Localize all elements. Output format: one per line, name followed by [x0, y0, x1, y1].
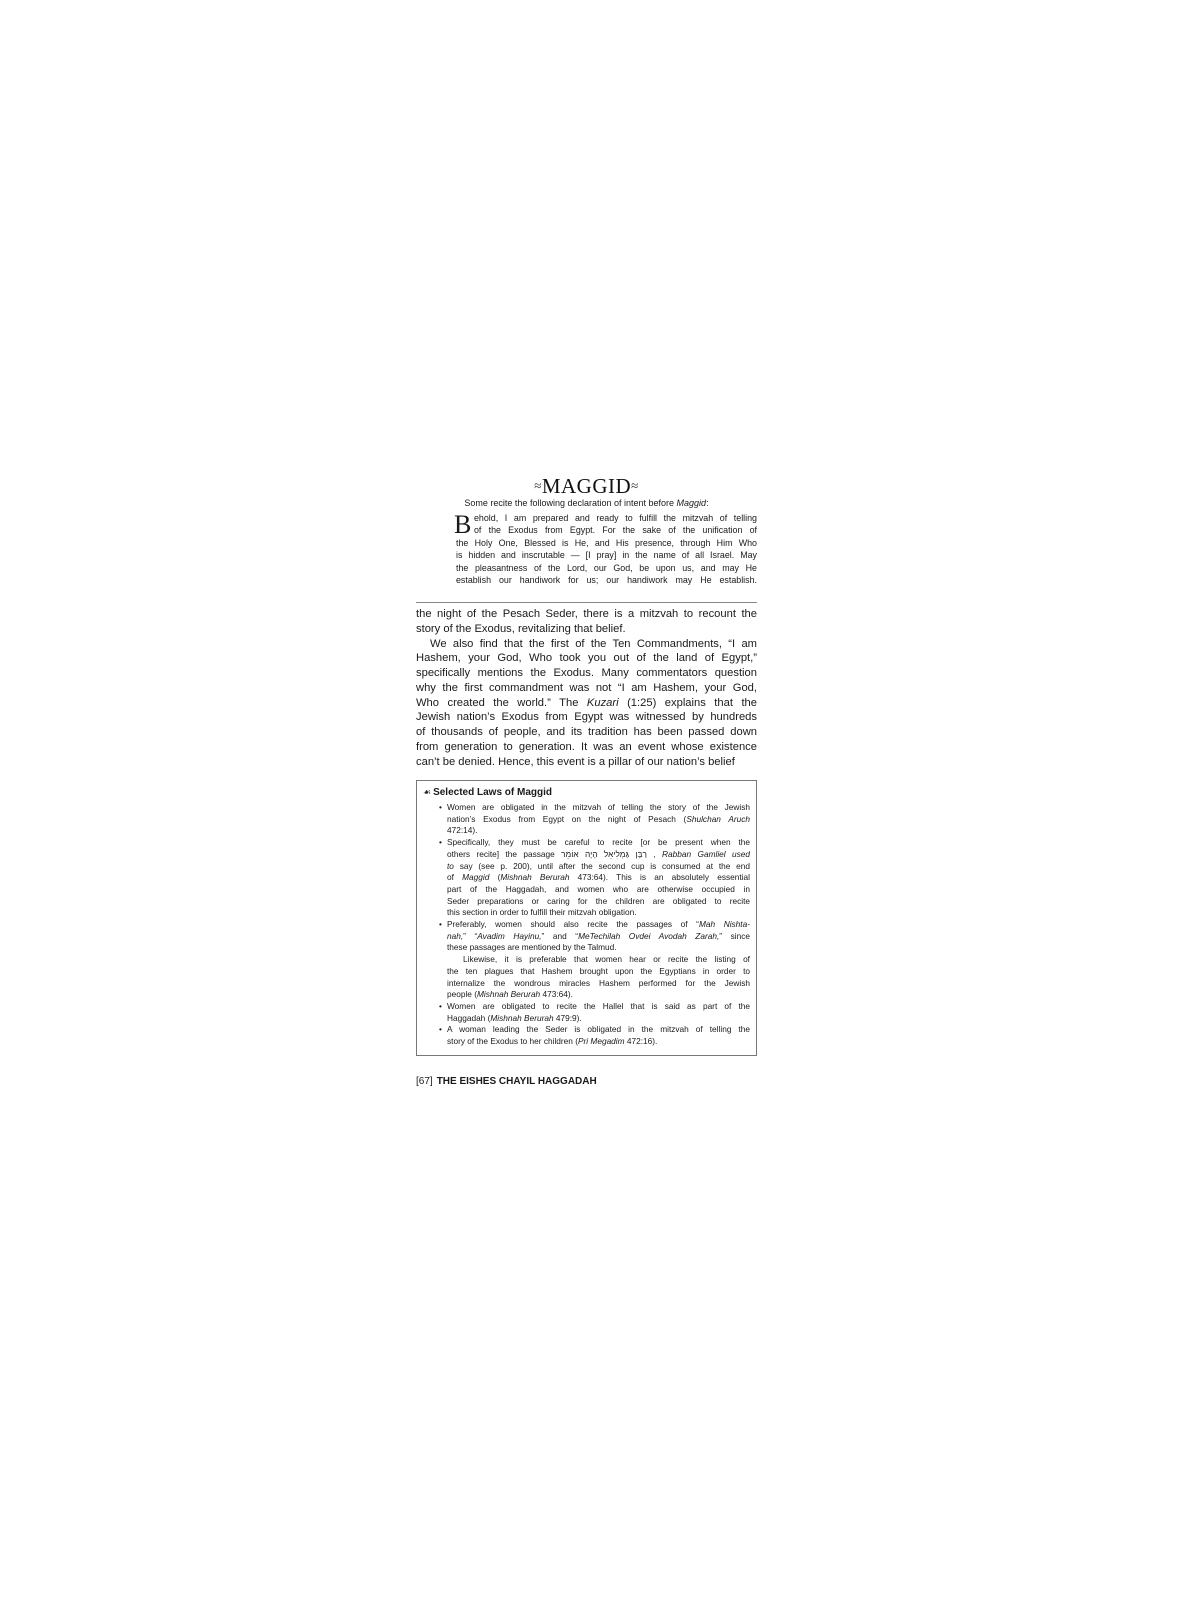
text-line [447, 1036, 750, 1048]
italic-text: Mah Nishta- [698, 919, 750, 930]
text-segment: 473:64). This is an absolutely essential [569, 872, 750, 883]
text-segment: ( [489, 872, 501, 883]
text-segment: Haggadah ( [447, 1012, 491, 1023]
text-line [447, 814, 750, 826]
italic-text: nah, [447, 930, 464, 941]
section-title [416, 474, 757, 499]
text-segment: A woman leading the Seder is obligated in the mitzvah of telling the [447, 1024, 750, 1035]
bullet-icon: • [439, 837, 442, 848]
text-line [447, 942, 750, 954]
text-segment: 479:9). [553, 1012, 582, 1023]
text-segment: the Holy One, Blessed is He, and His presence, through Him Who [456, 537, 757, 548]
italic-text: Mishnah Berurah [500, 872, 570, 883]
text-segment: the pleasantness of the Lord, our God, be upon us, and may He [456, 562, 757, 573]
text-segment: say (see p. 200), until after the second cup is consumed at the end [453, 860, 750, 871]
laws-box [416, 780, 757, 1056]
law-item [439, 837, 750, 919]
text-segment: part of the Haggadah, and women who are otherwise occupied in [447, 883, 750, 894]
text-line [447, 872, 750, 884]
text-line [416, 637, 757, 652]
text-line [416, 666, 757, 681]
bullet-icon: • [439, 919, 442, 930]
italic-text: MeTechilah Ovdei Avodah Zarah, [578, 930, 720, 941]
text-segment: nation’s Exodus from Egypt on the night of Pesach ( [447, 813, 687, 824]
book-title: THE EISHES CHAYIL HAGGADAH [436, 1076, 597, 1087]
text-segment: Women are obligated to recite the Hallel that is said as part of the [447, 1000, 750, 1011]
text-line [456, 562, 757, 574]
text-line [416, 725, 757, 740]
text-line [416, 740, 757, 755]
text-line [456, 524, 757, 536]
text-segment: Who created the world.” The [416, 696, 587, 709]
text-line [456, 574, 757, 586]
paragraph [416, 607, 757, 637]
text-segment: story of the Exodus, revitalizing that belief. [416, 622, 626, 635]
text-segment: רַבָּן גַּמְלִיאֵל הָיָה אוֹמֵר [561, 848, 647, 859]
text-line [447, 837, 750, 849]
text-line [447, 861, 750, 873]
text-segment: Women are obligated in the mitzvah of telling the story of the Jewish [447, 802, 750, 812]
intro-note [416, 498, 757, 508]
text-line [456, 549, 757, 561]
bullet-icon: • [439, 802, 442, 812]
text-segment: 472:14). [447, 825, 478, 836]
text-line [416, 681, 757, 696]
text-segment: story of the Exodus to her children ( [447, 1036, 578, 1047]
left-flourish-icon: ≈ [534, 478, 542, 493]
law-item [439, 1000, 750, 1024]
text-line [416, 710, 757, 725]
text-line [447, 989, 750, 1001]
text-segment: internalize the wondrous miracles Hashem performed for the Jewish [447, 977, 750, 988]
bullet-icon: • [439, 1024, 442, 1035]
bullet-icon: • [439, 1000, 442, 1011]
italic-text: Rabban Gamliel used [662, 848, 750, 859]
right-flourish-icon: ≈ [631, 478, 639, 493]
text-segment: 472:16). [624, 1036, 658, 1047]
italic-text: to [447, 860, 454, 871]
paragraph [416, 637, 757, 770]
text-segment: the night of the Pesach Seder, there is a mitzvah to recount the [416, 608, 757, 620]
law-item [439, 802, 750, 837]
divider [416, 602, 757, 603]
text-segment: others recite] the passage [447, 848, 562, 859]
text-segment: Hashem, your God, Who took you out of the land of Egypt,” [416, 652, 757, 665]
text-line [447, 966, 750, 978]
text-line [447, 954, 750, 966]
text-segment: We also find that the first of the Ten Commandments, “I am [430, 637, 757, 650]
text-line [456, 537, 757, 549]
text-line [447, 849, 750, 861]
italic-text: Shulchan Aruch [686, 813, 750, 824]
text-segment: of [447, 872, 463, 883]
text-line [447, 931, 750, 943]
italic-text: Avadim Hayinu, [477, 930, 542, 941]
text-segment: from generation to generation. It was an event whose existence [416, 740, 757, 753]
italic-text: Pri Megadim [577, 1036, 625, 1047]
text-segment: Specifically, they must be careful to recite [or be present when the [447, 837, 750, 848]
text-line [416, 755, 757, 770]
text-segment: people ( [447, 989, 477, 1000]
main-text [416, 607, 757, 769]
text-segment: establish our handiwork for us; our handiwork may He establish. [456, 575, 757, 586]
italic-text: Mishnah Berurah [490, 1012, 554, 1023]
text-line [456, 512, 757, 524]
text-segment: the ten plagues that Hashem brought upon the Egyptians in order to [447, 965, 750, 976]
drop-cap: B [454, 510, 472, 539]
text-segment: of thousands of people, and its tradition has been passed down [416, 726, 757, 738]
text-segment: this section in order to fulfill their mitzvah obligation. [447, 907, 637, 918]
text-segment: why the first commandment was not “I am Hashem, your God, [416, 681, 757, 694]
text-line [416, 622, 757, 637]
italic-text: Maggid [676, 498, 707, 508]
text-line [447, 802, 750, 814]
laws-heading-text: Selected Laws of Maggid [433, 787, 552, 798]
text-segment: ehold, I am prepared and ready to fulfill the mitzvah of telling [474, 513, 757, 523]
text-segment: Preferably, women should also recite the passages of “ [447, 919, 699, 930]
text-segment: (1:25) explains that the [618, 696, 757, 709]
text-line [416, 696, 757, 711]
text-line [447, 896, 750, 908]
italic-text: Mishnah Berurah [476, 989, 541, 1000]
laws-heading [423, 787, 552, 798]
text-segment: is hidden and inscrutable — [I pray] in the name of all Israel. May [456, 550, 757, 561]
text-segment: specifically mentions the Exodus. Many commentators question [416, 667, 757, 679]
text-segment: Some recite the following declaration of intent before [464, 498, 677, 508]
page-footer [416, 1076, 597, 1087]
laws-list [439, 802, 750, 1048]
text-line [447, 884, 750, 896]
text-line [447, 825, 750, 837]
text-line [416, 651, 757, 666]
italic-text: Kuzari [586, 696, 619, 709]
text-line [447, 1013, 750, 1025]
text-segment: Jewish nation’s Exodus from Egypt was witnessed by hundreds [416, 711, 757, 724]
text-segment: can’t be denied. Hence, this event is a pillar of our nation’s belief [416, 755, 735, 768]
italic-text: Maggid [462, 872, 490, 883]
text-segment: of the Exodus from Egypt. For the sake of the unification of [474, 525, 757, 536]
text-segment: 473:64). [540, 989, 573, 1000]
text-line [447, 1024, 750, 1036]
text-segment: these passages are mentioned by the Talmud. [447, 942, 617, 953]
text-segment: Likewise, it is preferable that women hear or recite the listing of [463, 954, 750, 965]
text-line [447, 978, 750, 990]
section-title-text: MAGGID [541, 474, 632, 498]
hand-ornament-icon: ☙ [423, 787, 432, 797]
text-segment: , [646, 848, 663, 859]
law-item [439, 919, 750, 1001]
text-segment: ” “ [463, 930, 478, 941]
text-segment: : [706, 498, 709, 508]
text-line [447, 1001, 750, 1013]
text-segment: ” since [719, 930, 750, 941]
law-item [439, 1024, 750, 1047]
declaration-of-intent [456, 512, 757, 586]
text-line [447, 919, 750, 931]
text-line [447, 907, 750, 919]
text-line [416, 607, 757, 622]
page-number: [67] [416, 1076, 433, 1087]
text-segment: ” and “ [541, 930, 579, 941]
text-segment: Seder preparations or caring for the children are obligated to recite [447, 895, 750, 906]
